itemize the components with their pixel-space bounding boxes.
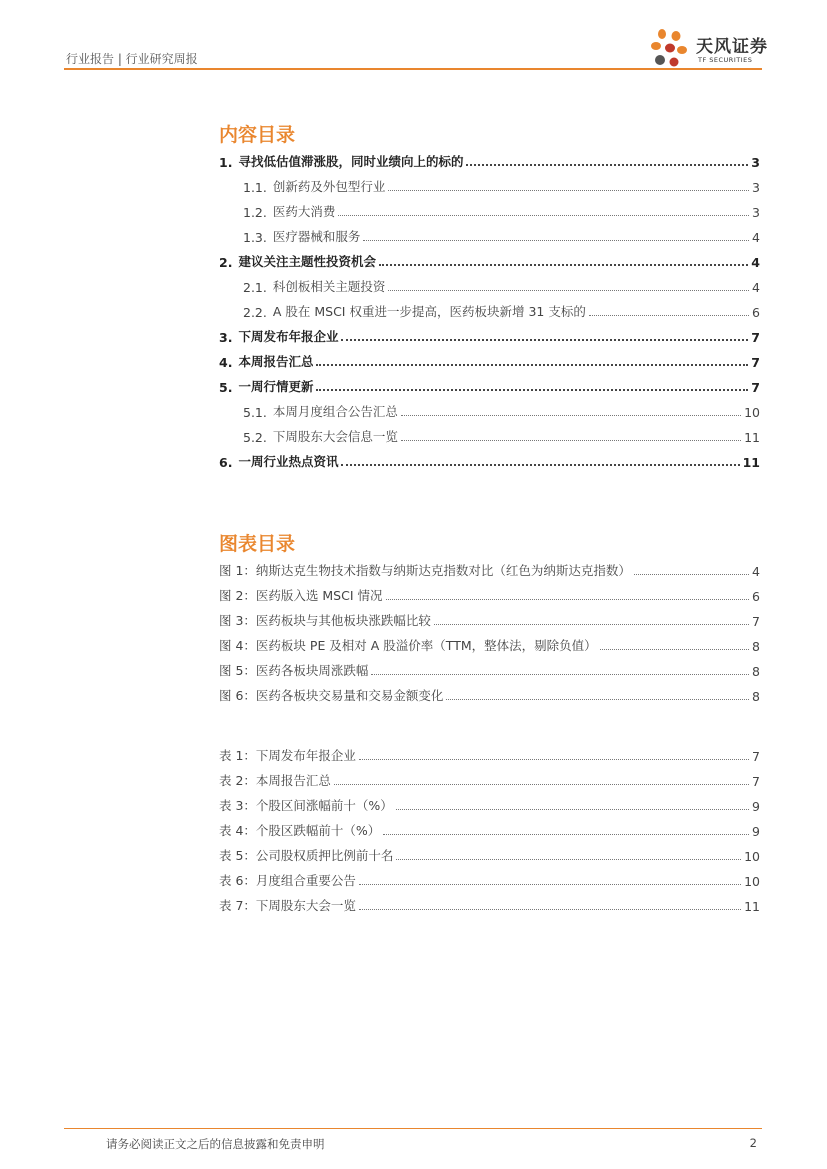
dot-leader bbox=[434, 623, 749, 625]
entry-label: 医疗器械和服务 bbox=[272, 229, 361, 244]
entry-page-number: 4 bbox=[752, 280, 760, 295]
dot-leader bbox=[359, 908, 741, 910]
dot-leader bbox=[379, 263, 748, 266]
figures-title: 图表目录 bbox=[219, 533, 296, 555]
toc-title: 内容目录 bbox=[219, 124, 296, 146]
entry-label: 表 7：下周股东大会一览 bbox=[219, 898, 356, 913]
dot-leader bbox=[388, 289, 749, 291]
dot-leader bbox=[388, 189, 749, 191]
toc-entry-level1[interactable] bbox=[219, 377, 760, 395]
dot-leader bbox=[316, 363, 748, 366]
dot-leader bbox=[386, 598, 749, 600]
entry-label: 建议关注主题性投资机会 bbox=[238, 254, 376, 269]
entry-page-number: 6 bbox=[752, 305, 760, 320]
dot-leader bbox=[396, 858, 741, 860]
list-entry[interactable] bbox=[219, 896, 760, 914]
footer-divider bbox=[64, 1128, 762, 1129]
dot-leader bbox=[600, 648, 749, 650]
logo-english-name: TF SECURITIES bbox=[698, 56, 753, 64]
entry-label: 科创板相关主题投资 bbox=[272, 279, 386, 294]
dot-leader bbox=[359, 883, 741, 885]
toc-entry-level2[interactable] bbox=[243, 177, 760, 195]
entry-label: 下周股东大会信息一览 bbox=[272, 429, 398, 444]
dot-leader bbox=[341, 463, 739, 466]
toc-entry-level1[interactable] bbox=[219, 327, 760, 345]
entry-number: 1.2. bbox=[243, 205, 267, 220]
entry-number: 2.1. bbox=[243, 280, 267, 295]
entry-label: 图 1：纳斯达克生物技术指数与纳斯达克指数对比（红色为纳斯达克指数） bbox=[219, 563, 631, 578]
dot-leader bbox=[401, 439, 741, 441]
dot-leader bbox=[446, 698, 749, 700]
dot-leader bbox=[316, 388, 748, 391]
dot-leader bbox=[359, 758, 749, 760]
entry-page-number: 8 bbox=[752, 664, 760, 679]
list-entry[interactable] bbox=[219, 796, 760, 814]
entry-label: 本周报告汇总 bbox=[238, 354, 314, 369]
entry-page-number: 7 bbox=[751, 355, 760, 370]
list-entry[interactable] bbox=[219, 821, 760, 839]
entry-label: 图 4：医药板块 PE 及相对 A 股溢价率（TTM，整体法，剔除负值） bbox=[219, 638, 597, 653]
entry-page-number: 6 bbox=[752, 589, 760, 604]
entry-label: 表 1：下周发布年报企业 bbox=[219, 748, 356, 763]
entry-page-number: 4 bbox=[752, 564, 760, 579]
dot-leader bbox=[371, 673, 749, 675]
entry-label: 本周月度组合公告汇总 bbox=[272, 404, 398, 419]
entry-page-number: 7 bbox=[752, 614, 760, 629]
toc-entry-level1[interactable] bbox=[219, 452, 760, 470]
dot-leader bbox=[634, 573, 749, 575]
entry-number: 1.1. bbox=[243, 180, 267, 195]
entry-page-number: 7 bbox=[751, 380, 760, 395]
list-entry[interactable] bbox=[219, 771, 760, 789]
entry-label: 表 5：公司股权质押比例前十名 bbox=[219, 848, 394, 863]
dot-leader bbox=[363, 239, 749, 241]
entry-number: 1. bbox=[219, 155, 233, 170]
entry-page-number: 4 bbox=[751, 255, 760, 270]
entry-label: 一周行业热点资讯 bbox=[238, 454, 339, 469]
entry-page-number: 8 bbox=[752, 689, 760, 704]
entry-label: 图 5：医药各板块周涨跌幅 bbox=[219, 663, 369, 678]
entry-number: 2. bbox=[219, 255, 233, 270]
list-entry[interactable] bbox=[219, 746, 760, 764]
entry-page-number: 10 bbox=[744, 849, 760, 864]
dot-leader bbox=[466, 163, 748, 166]
footer-disclaimer: 请务必阅读正文之后的信息披露和免责申明 bbox=[106, 1137, 325, 1151]
entry-page-number: 10 bbox=[744, 874, 760, 889]
entry-page-number: 11 bbox=[744, 899, 760, 914]
toc-entry-level2[interactable] bbox=[243, 277, 760, 295]
dot-leader bbox=[401, 414, 741, 416]
entry-page-number: 11 bbox=[742, 455, 760, 470]
dot-leader bbox=[334, 783, 749, 785]
list-entry[interactable] bbox=[219, 636, 760, 654]
list-entry[interactable] bbox=[219, 661, 760, 679]
entry-number: 5.2. bbox=[243, 430, 267, 445]
entry-label: 医药大消费 bbox=[272, 204, 336, 219]
entry-label: 一周行情更新 bbox=[238, 379, 314, 394]
dot-leader bbox=[341, 338, 748, 341]
entry-number: 1.3. bbox=[243, 230, 267, 245]
toc-entry-level2[interactable] bbox=[243, 402, 760, 420]
dot-leader bbox=[383, 833, 749, 835]
list-entry[interactable] bbox=[219, 871, 760, 889]
toc-entry-level2[interactable] bbox=[243, 202, 760, 220]
company-logo bbox=[650, 26, 768, 70]
entry-label: 图 2：医药版入选 MSCI 情况 bbox=[219, 588, 383, 603]
toc-entry-level2[interactable] bbox=[243, 427, 760, 445]
entry-label: 表 3：个股区间涨幅前十（%） bbox=[219, 798, 393, 813]
entry-number: 5. bbox=[219, 380, 233, 395]
entry-page-number: 4 bbox=[752, 230, 760, 245]
entry-label: 表 2：本周报告汇总 bbox=[219, 773, 331, 788]
list-entry[interactable] bbox=[219, 686, 760, 704]
entry-page-number: 11 bbox=[744, 430, 760, 445]
entry-label: 表 4：个股区跌幅前十（%） bbox=[219, 823, 381, 838]
entry-number: 5.1. bbox=[243, 405, 267, 420]
entry-label: 寻找低估值滞涨股，同时业绩向上的标的 bbox=[238, 154, 464, 169]
entry-page-number: 8 bbox=[752, 639, 760, 654]
dot-leader bbox=[589, 314, 749, 316]
toc-entry-level2[interactable] bbox=[243, 302, 760, 320]
entry-label: 创新药及外包型行业 bbox=[272, 179, 386, 194]
entry-number: 4. bbox=[219, 355, 233, 370]
list-entry[interactable] bbox=[219, 561, 760, 579]
entry-page-number: 7 bbox=[751, 330, 760, 345]
flower-logo-icon bbox=[650, 26, 694, 70]
toc-entry-level1[interactable] bbox=[219, 152, 760, 170]
list-entry[interactable] bbox=[219, 846, 760, 864]
logo-chinese-name: 天风证券 bbox=[696, 37, 768, 57]
entry-number: 6. bbox=[219, 455, 233, 470]
entry-label: 图 6：医药各板块交易量和交易金额变化 bbox=[219, 688, 444, 703]
list-entry[interactable] bbox=[219, 611, 760, 629]
page-number: 2 bbox=[749, 1136, 757, 1150]
toc-entry-level1[interactable] bbox=[219, 252, 760, 270]
entry-label: 表 6：月度组合重要公告 bbox=[219, 873, 356, 888]
entry-page-number: 9 bbox=[752, 824, 760, 839]
entry-number: 2.2. bbox=[243, 305, 267, 320]
dot-leader bbox=[338, 214, 749, 216]
toc-entry-level1[interactable] bbox=[219, 352, 760, 370]
entry-label: 下周发布年报企业 bbox=[238, 329, 339, 344]
toc-entry-level2[interactable] bbox=[243, 227, 760, 245]
entry-number: 3. bbox=[219, 330, 233, 345]
entry-label: 图 3：医药板块与其他板块涨跌幅比较 bbox=[219, 613, 431, 628]
entry-page-number: 7 bbox=[752, 749, 760, 764]
entry-label: A 股在 MSCI 权重进一步提高，医药板块新增 31 支标的 bbox=[272, 304, 586, 319]
entry-page-number: 3 bbox=[751, 155, 760, 170]
list-entry[interactable] bbox=[219, 586, 760, 604]
header-breadcrumb: 行业报告 | 行业研究周报 bbox=[66, 52, 198, 66]
entry-page-number: 3 bbox=[752, 205, 760, 220]
entry-page-number: 9 bbox=[752, 799, 760, 814]
entry-page-number: 3 bbox=[752, 180, 760, 195]
entry-page-number: 10 bbox=[744, 405, 760, 420]
entry-page-number: 7 bbox=[752, 774, 760, 789]
dot-leader bbox=[396, 808, 749, 810]
